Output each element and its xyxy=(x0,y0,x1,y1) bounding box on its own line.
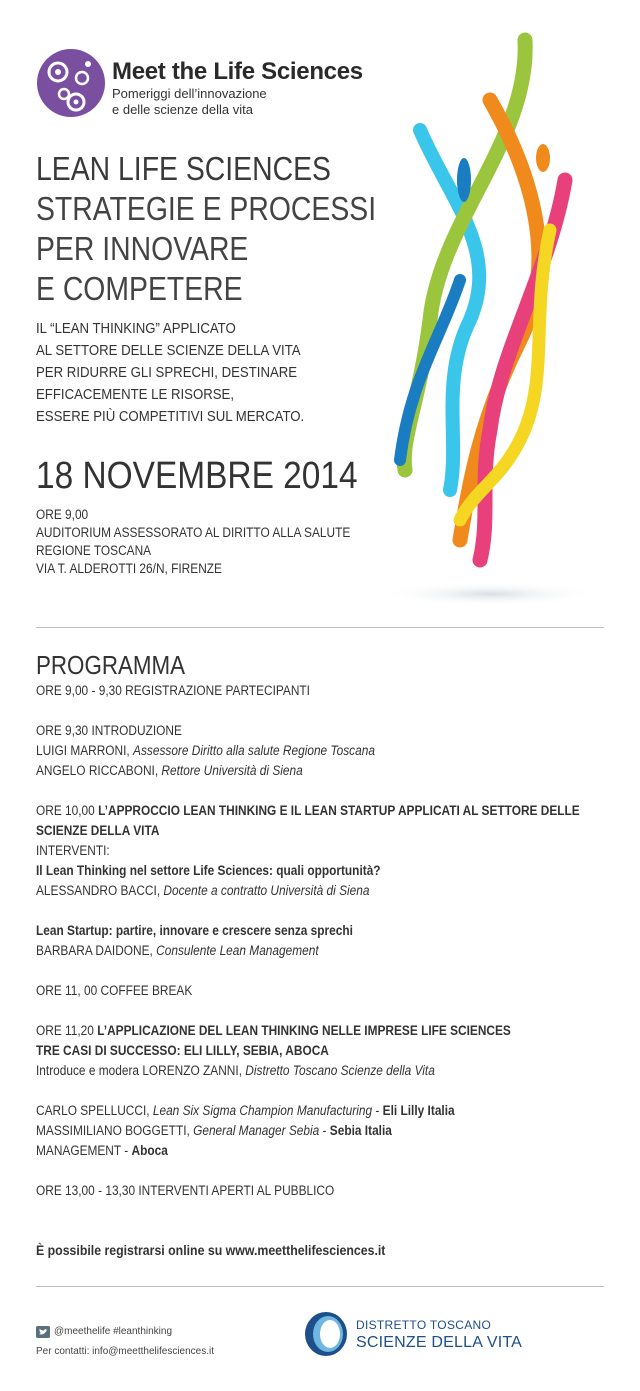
company-name: Sebia Italia xyxy=(329,1123,392,1138)
separator: - xyxy=(120,1143,132,1158)
brand-name: Meet the Life Sciences xyxy=(112,58,363,85)
speaker-line xyxy=(36,1143,168,1158)
speaker-role: Lean Six Sigma Champion Manufacturing xyxy=(152,1103,373,1118)
speaker-name: LUIGI MARRONI, xyxy=(36,743,134,758)
venue-line: ORE 9,00 xyxy=(36,507,89,522)
program-item: ORE 13,00 - 13,30 INTERVENTI APERTI AL PUBBLICO xyxy=(36,1183,335,1198)
session-title: SCIENZE DELLA VITA xyxy=(36,823,160,838)
separator: - xyxy=(319,1123,330,1138)
event-subtitle: PER INNOVARE xyxy=(36,230,249,267)
session-heading xyxy=(36,823,159,838)
program-item: ORE 9,30 INTRODUZIONE xyxy=(36,723,182,738)
twitter-handle[interactable]: @meethelife #leanthinking xyxy=(54,1326,173,1337)
divider xyxy=(36,627,604,628)
separator: - xyxy=(372,1103,383,1118)
talk-title-text: Il Lean Thinking nel settore Life Sciences: quali opportunità? xyxy=(36,863,381,878)
speaker-line xyxy=(36,763,303,778)
talk-title-text: Lean Startup: partire, innovare e crescere senza sprechi xyxy=(36,923,353,938)
speaker-role: General Manager Sebia xyxy=(193,1123,320,1138)
distretto-toscano-logo xyxy=(303,1310,349,1358)
speaker-role: Consulente Lean Management xyxy=(156,943,319,958)
speaker-role: Assessore Diritto alla salute Regione Toscana xyxy=(133,743,375,758)
session-time: ORE 10,00 xyxy=(36,803,99,818)
meet-the-life-sciences-logo xyxy=(36,48,106,118)
company-name: Aboca xyxy=(131,1143,168,1158)
event-subtitle: STRATEGIE E PROCESSI xyxy=(36,190,377,227)
session-heading xyxy=(36,1023,511,1038)
intro-text: IL “LEAN THINKING” APPLICATO xyxy=(36,320,236,337)
talk-title xyxy=(36,863,381,878)
speaker-line xyxy=(36,1103,455,1118)
intro-text: ESSERE PIÙ COMPETITIVI SUL MERCATO. xyxy=(36,408,305,425)
programma-heading: PROGRAMMA xyxy=(36,650,186,680)
registration-note[interactable]: È possibile registrarsi online su www.meetthelifesciences.it xyxy=(36,1242,386,1258)
session-heading xyxy=(36,803,580,818)
speaker-role: Rettore Università di Siena xyxy=(161,763,303,778)
ribbons-illustration xyxy=(380,20,600,620)
program-item: ORE 11, 00 COFFEE BREAK xyxy=(36,983,193,998)
venue-line: VIA T. ALDEROTTI 26/N, FIRENZE xyxy=(36,561,222,576)
divider xyxy=(36,1286,604,1287)
partner-name: DISTRETTO TOSCANO xyxy=(356,1318,492,1332)
speaker-line xyxy=(36,1123,392,1138)
talk-title xyxy=(36,923,353,938)
speaker-name: CARLO SPELLUCCI, xyxy=(36,1103,153,1118)
speaker-line xyxy=(36,883,369,898)
speaker-role: Distretto Toscano Scienze della Vita xyxy=(245,1063,435,1078)
speaker-line xyxy=(36,743,375,758)
speaker-name: MANAGEMENT xyxy=(36,1143,121,1158)
speaker-name: ANGELO RICCABONI, xyxy=(36,763,162,778)
brand-tagline: Pomeriggi dell’innovazione xyxy=(112,86,267,101)
session-title: TRE CASI DI SUCCESSO: ELI LILLY, SEBIA, ABOCA xyxy=(36,1043,329,1058)
contact-email[interactable]: Per contatti: info@meetthelifesciences.it xyxy=(36,1346,215,1357)
twitter-icon[interactable] xyxy=(36,1326,50,1338)
event-subtitle: E COMPETERE xyxy=(36,270,243,307)
venue-line: AUDITORIUM ASSESSORATO AL DIRITTO ALLA SALUTE xyxy=(36,525,351,540)
speaker-line xyxy=(36,1063,435,1078)
speaker-name: MASSIMILIANO BOGGETTI, xyxy=(36,1123,194,1138)
intro-text: EFFICACEMENTE LE RISORSE, xyxy=(36,386,235,403)
session-title: L’APPLICAZIONE DEL LEAN THINKING NELLE IMPRESE LIFE SCIENCES xyxy=(97,1023,511,1038)
company-name: Eli Lilly Italia xyxy=(382,1103,455,1118)
session-title: L’APPROCCIO LEAN THINKING E IL LEAN STARTUP APPLICATI AL SETTORE DELLE xyxy=(98,803,580,818)
program-item: ORE 9,00 - 9,30 REGISTRAZIONE PARTECIPANTI xyxy=(36,683,310,698)
intro-text: PER RIDURRE GLI SPRECHI, DESTINARE xyxy=(36,364,298,381)
session-time: ORE 11,20 xyxy=(36,1023,98,1038)
speaker-name: ALESSANDRO BACCI, xyxy=(36,883,164,898)
event-title: LEAN LIFE SCIENCES xyxy=(36,150,331,187)
program-item: INTERVENTI: xyxy=(36,843,110,858)
event-date: 18 NOVEMBRE 2014 xyxy=(36,455,358,497)
moderator: Introduce e modera LORENZO ZANNI, xyxy=(36,1063,246,1078)
speaker-role: Docente a contratto Università di Siena xyxy=(163,883,370,898)
partner-name: SCIENZE DELLA VITA xyxy=(356,1334,523,1351)
venue-line: REGIONE TOSCANA xyxy=(36,543,152,558)
speaker-line xyxy=(36,943,319,958)
intro-text: AL SETTORE DELLE SCIENZE DELLA VITA xyxy=(36,342,301,359)
speaker-name: BARBARA DAIDONE, xyxy=(36,943,157,958)
session-heading xyxy=(36,1043,329,1058)
brand-tagline: e delle scienze della vita xyxy=(112,102,253,117)
